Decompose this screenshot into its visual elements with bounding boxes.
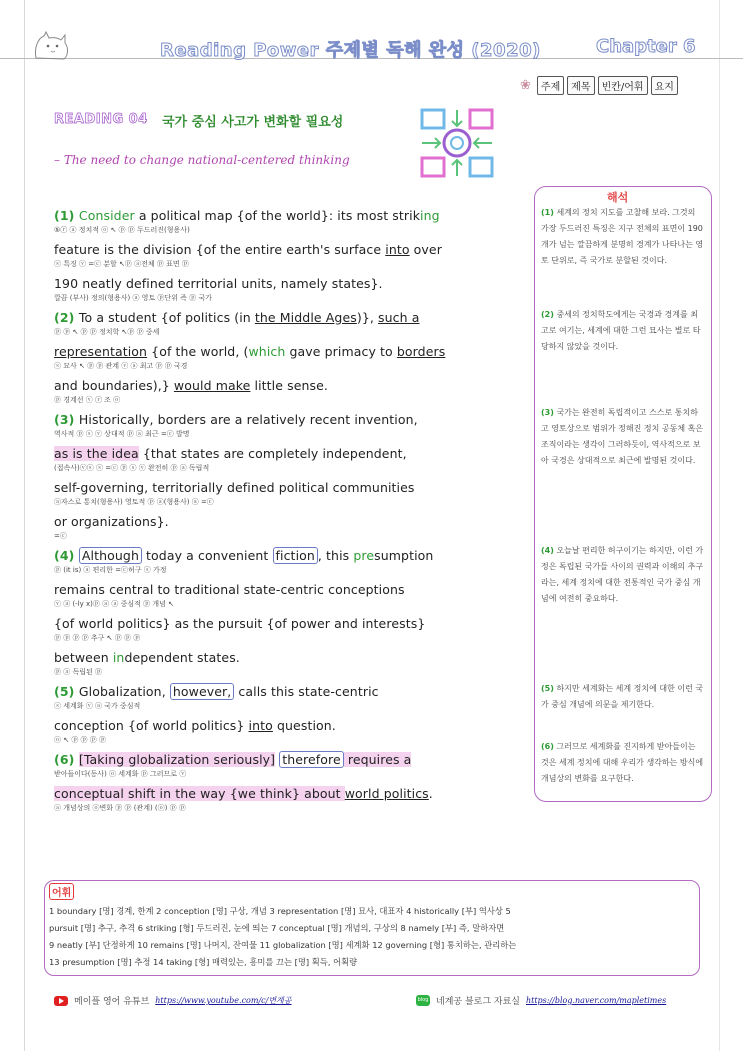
grammar-gloss: ⓟ ⓐ 독립된 ⓟ <box>54 668 102 676</box>
vocab-line: 9 neatly [부] 단정하게 10 remains [명] 나머지, 잔여물 11 globalization [명] 세계화 12 governing [형] 통치하는, 관리하는 <box>49 940 517 950</box>
passage-segment: (5) <box>54 684 79 699</box>
passage-segment: self-governing, territorially defined political communities <box>54 480 415 495</box>
passage-line <box>54 786 433 801</box>
grammar-gloss: ⓢ 특징 ⓥ =ⓒ 분할 ↖ⓟ ⓐ전체 ⓟ 표면 ⓟ <box>54 260 189 268</box>
grammar-gloss: (접속사)ⓥⓢ ⓢ =ⓒ ⓟ ⓢ ⓥ 완전히 ⓟ ⓐ 독립적 <box>54 464 210 472</box>
passage-segment: {of world politics} as the pursuit {of power and interests} <box>54 616 426 631</box>
youtube-label: 메이플 영어 유튜브 <box>74 997 150 1007</box>
tag-topic: 주제 <box>537 76 564 95</box>
translation-text: 오늘날 편리한 허구이기는 하지만, 이런 가정은 독립된 국가들 사이의 권력과 이해의 추구라는, 세계 정치에 대한 전통적인 국가 중심 개념에 여전히 중요하다. <box>541 546 704 603</box>
grammar-gloss: ⓐ자스로 통치(형용사) 영토적 ⓟ ⓐ(형용사) ⓐ =ⓒ <box>54 498 214 506</box>
blog-icon: blog <box>416 995 430 1006</box>
passage-segment: [Taking globalization seriously] <box>78 752 276 767</box>
passage-line <box>54 480 415 495</box>
passage-segment: ing <box>420 208 440 223</box>
passage-line <box>54 650 240 665</box>
passage-segment: representation <box>54 344 148 359</box>
passage-line <box>54 616 425 631</box>
translation-text: 세계의 정치 지도를 고찰해 보라. 그것의 가장 두드러진 특징은 지구 전체의 표면이 190개가 넘는 깔끔하게 분명히 경계가 나타나는 영토 단위로, 즉 국가로 분할된 것이다. <box>541 208 704 265</box>
translation-paragraph <box>541 681 705 713</box>
translation-paragraph <box>541 307 705 355</box>
passage-segment: borders <box>396 344 446 359</box>
grammar-gloss: ⓢ 세계화 ⓥ ⓐ 국가 중심적 <box>54 702 141 710</box>
chapter-label: Chapter 6 <box>596 36 696 57</box>
vocabulary-title: 어휘 <box>49 883 74 900</box>
grammar-gloss: 깔끔 (부사) 정의(형용사) ⓐ 영토 ⓟ단위 즉 ⓟ 국가 <box>54 294 212 302</box>
passage-segment: or organizations}. <box>54 514 169 529</box>
youtube-footer <box>54 994 292 1007</box>
passage-segment: in <box>112 650 125 665</box>
question-type-tags <box>520 76 678 95</box>
passage-segment: (3) <box>54 412 79 427</box>
passage-segment: the Middle Ages <box>254 310 357 325</box>
passage-segment: . <box>428 786 433 801</box>
passage-segment: therefore <box>279 751 344 768</box>
passage-line <box>54 378 328 393</box>
passage-segment: such a <box>378 310 420 325</box>
youtube-icon <box>54 996 68 1006</box>
passage-line <box>54 242 442 257</box>
vocab-line: 1 boundary [명] 경계, 한계 2 conception [명] 구상, 개념 3 representation [명] 묘사, 대표자 4 historically [부] 역사상 5 <box>49 906 511 916</box>
translation-paragraph <box>541 739 705 787</box>
tag-title: 제목 <box>567 76 594 95</box>
passage-segment: into <box>385 242 410 257</box>
passage-segment: conceptual shift in the way {we think} about <box>54 786 345 801</box>
cat-logo-icon <box>30 30 72 62</box>
grammar-gloss: ⓞ ↖ ⓟ ⓟ ⓟ ⓟ <box>54 736 106 744</box>
passage-segment: Consider <box>78 208 135 223</box>
passage-segment: fiction <box>273 547 318 564</box>
translation-paragraph <box>541 543 705 607</box>
passage-segment: , this <box>317 548 354 563</box>
passage-segment: Globalization, <box>78 684 170 699</box>
reading-title: 국가 중심 사고가 변화할 필요성 <box>162 115 344 130</box>
grammar-gloss: 받아들이다(동사) ⓞ 세계화 ⓟ 그러므로 ⓥ <box>54 770 187 778</box>
passage-line <box>54 752 411 767</box>
grammar-gloss: ⓟ ⓟ ↖ ⓟ ⓟ 정치학 ↖ⓟ ⓟ 중세 <box>54 328 160 336</box>
passage-segment: ),} <box>152 378 174 393</box>
passage-line <box>54 208 440 223</box>
passage-segment: sumption <box>374 548 434 563</box>
blog-footer <box>416 994 666 1007</box>
passage-segment: (4) <box>54 548 79 563</box>
right-margin-line <box>719 0 720 1051</box>
reading-subtitle: – The need to change national-centered thinking <box>54 153 350 167</box>
passage-segment: however, <box>170 683 234 700</box>
blog-link[interactable]: https://blog.naver.com/mapletimes <box>525 996 667 1005</box>
vocabulary-box <box>44 880 700 976</box>
passage-line <box>54 344 445 359</box>
passage-segment: remains central to traditional state-centric conceptions <box>54 582 405 597</box>
passage-segment: (6) <box>54 752 79 767</box>
passage-segment: pre <box>353 548 375 563</box>
grammar-gloss: ⓢ 묘사 ↖ ⓟ ⓟ 관계 ⓥ ⓐ 최고 ⓟ ⓟ 국경 <box>54 362 188 370</box>
passage-segment: and boundaries <box>54 378 153 393</box>
translation-number: (1) <box>541 208 554 217</box>
translation-text: 중세의 정치학도에게는 국경과 경계를 최고로 여기는, 세계에 대한 그런 묘사는 별로 타당하지 않았을 것이다. <box>541 310 701 351</box>
vocab-line: 13 presumption [명] 추정 14 taking [형] 매력있는, 흥미를 끄는 [명] 획득, 어획량 <box>49 957 358 967</box>
translation-paragraph <box>541 405 705 469</box>
grammar-gloss: ⓟ (it is) ⓐ 편리한 =ⓒ허구 ⓢ 가정 <box>54 566 167 574</box>
passage-segment: {of the world, ( <box>147 344 249 359</box>
translation-paragraph <box>541 205 705 269</box>
left-margin-line <box>24 0 25 1051</box>
passage-segment: Historically, borders are a relatively recent invention, <box>78 412 418 427</box>
translation-text: 국가는 완전히 독립적이고 스스로 통치하고 영토상으로 범위가 정해진 정치 공동체 혹은 조직이라는 생각이 그러하듯이, 역사적으로 보아 국경은 상대적으로 최근에 발명된 것이다. <box>541 408 704 465</box>
passage-segment: a political map {of the world}: its most strik <box>134 208 421 223</box>
passage-segment: which <box>248 344 286 359</box>
passage-segment: (2) <box>54 310 79 325</box>
passage-segment: dependent states. <box>124 650 240 665</box>
passage-segment: gave primacy to <box>285 344 397 359</box>
passage-segment: would make <box>173 378 251 393</box>
passage-segment: 190 neatly defined territorial units, namely states}. <box>54 276 383 291</box>
passage-line <box>54 514 169 529</box>
translation-text: 그러므로 세계화를 진지하게 받아들이는 것은 세계 정치에 대해 우리가 생각하는 방식에 개념상의 변화를 요구한다. <box>541 742 704 783</box>
grammar-gloss: ⓥ ⓐ (-ly x)ⓟ ⓐ ⓐ 중심적 ⓟ 개념 ↖ <box>54 600 174 608</box>
passage-segment: world politics <box>344 786 429 801</box>
translation-text: 하지만 세계화는 세계 정치에 대한 이런 국가 중심 개념에 의문을 제기한다. <box>541 684 704 709</box>
youtube-link[interactable]: https://www.youtube.com/c/변계공 <box>155 996 292 1005</box>
passage-line <box>54 310 420 325</box>
passage-segment: feature is the division {of the entire earth's surface <box>54 242 386 257</box>
grammar-gloss: ⑤ⓡ ⓐ 정치적 ⓞ ↖ ⓟ ⓟ 두드러진(형용사) <box>54 226 190 234</box>
translation-number: (4) <box>541 546 554 555</box>
passage-line <box>54 446 407 461</box>
passage-segment: (1) <box>54 208 79 223</box>
passage-segment: To a student {of politics (in <box>78 310 255 325</box>
passage-segment: little sense. <box>250 378 328 393</box>
vocab-line: pursuit [명] 추구, 추격 6 striking [형] 두드러진, 눈에 띄는 7 conceptual [명] 개념의, 구상의 8 namely [부] 즉, 말하자면 <box>49 923 505 933</box>
passage-segment: today a convenient <box>141 548 273 563</box>
translation-number: (3) <box>541 408 554 417</box>
book-title: Reading Power 주제별 독해 완성 (2020) <box>160 40 541 61</box>
passage-segment: )}, <box>356 310 379 325</box>
paw-icon: ❀ <box>520 78 531 93</box>
tag-gist: 요지 <box>651 76 678 95</box>
passage-segment: requires a <box>343 752 412 767</box>
passage-segment: between <box>54 650 113 665</box>
passage-segment: as is the idea <box>54 446 139 461</box>
passage-line <box>54 548 433 563</box>
grammar-gloss: ⓟ 경계선 ⓥ ⓡ 조 ⓞ <box>54 396 121 404</box>
grammar-gloss: =ⓒ <box>54 532 67 540</box>
grammar-gloss: ⓐ 개념상의 ⓞ변화 ⓟ ⓟ (관계) (ⓞ) ⓟ ⓟ <box>54 804 186 812</box>
passage-line <box>54 412 418 427</box>
grammar-gloss: ⓟ ⓟ ⓟ ⓟ 추구 ↖ ⓟ ⓟ ⓟ <box>54 634 141 642</box>
passage-line <box>54 718 336 733</box>
tag-blank: 빈칸/어휘 <box>598 76 648 95</box>
converge-emblem-icon <box>418 106 496 180</box>
passage-segment: {that states are completely independent, <box>138 446 407 461</box>
translation-box <box>534 186 712 802</box>
translation-number: (6) <box>541 742 554 751</box>
passage-line <box>54 582 405 597</box>
passage-segment: over <box>409 242 442 257</box>
reading-number: READING 04 <box>54 112 148 127</box>
passage-line <box>54 276 383 291</box>
blog-label: 네계공 블로그 자료실 <box>436 997 520 1007</box>
passage-segment: into <box>248 718 273 733</box>
grammar-gloss: 역사적 ⓟ ⓢ ⓥ 상대적 ⓟ ⓐ 최근 =ⓒ 발명 <box>54 430 190 438</box>
passage-segment: conception {of world politics} <box>54 718 249 733</box>
passage-segment: calls this state-centric <box>234 684 379 699</box>
translation-number: (2) <box>541 310 554 319</box>
passage-line <box>54 684 379 699</box>
passage-segment: question. <box>272 718 336 733</box>
passage-segment: Although <box>79 547 142 564</box>
translation-number: (5) <box>541 684 554 693</box>
translation-title: 해석 <box>607 191 629 204</box>
